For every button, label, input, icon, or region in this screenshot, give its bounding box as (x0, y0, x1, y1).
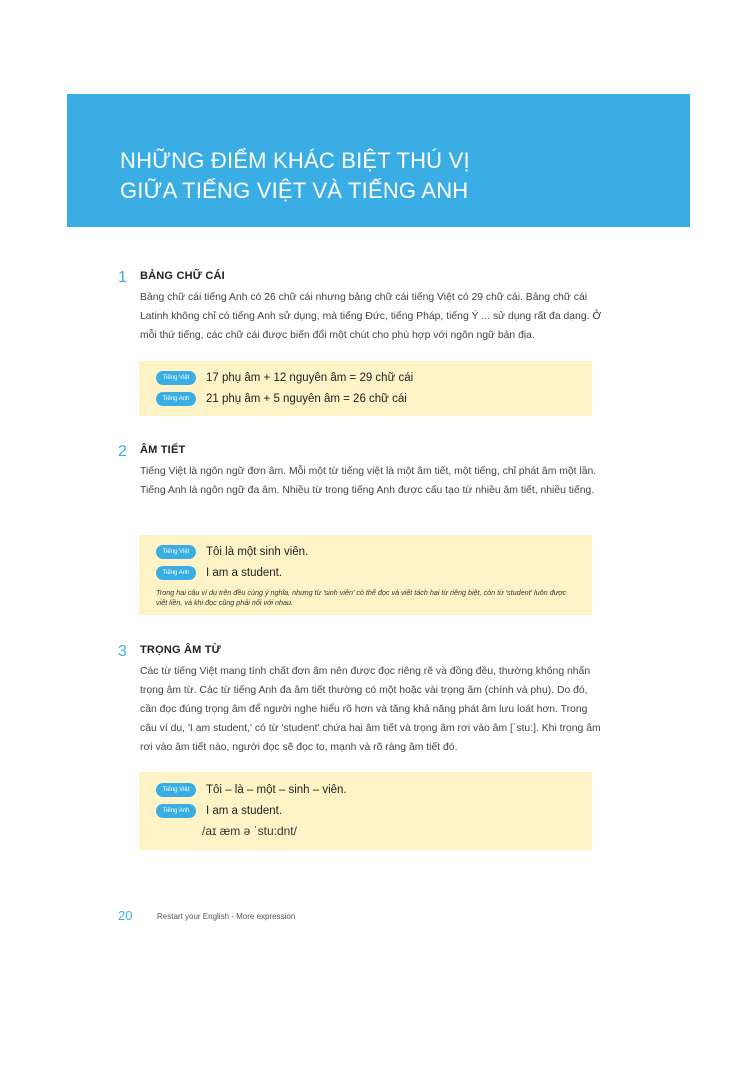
example-row-english (156, 391, 407, 407)
section-number: 1 (118, 269, 127, 286)
section-body: Tiếng Việt là ngôn ngữ đơn âm. Mỗi một từ tiếng việt là một âm tiết, một tiếng, chỉ phát âm một lần. Tiếng Anh là ngôn ngữ đa âm. Nhiều từ trong tiếng Anh được cấu tạo từ nhiều âm tiết, nhiều tiếng. (140, 466, 597, 496)
example-row-english (156, 803, 282, 819)
example-text: Tôi – là – một – sinh – viên. (206, 784, 347, 796)
running-footer: Restart your English - More expression (157, 912, 296, 921)
example-note: Trong hai câu ví dụ trên đều cùng ý nghĩa, nhưng từ 'sinh viên' có thể đọc và viết tách hai từ riêng biệt, còn từ 'student' luôn được viết liền, và khi đọc cũng phải nối với nhau. (156, 588, 567, 607)
section-title: BẢNG CHỮ CÁI (140, 270, 225, 282)
example-row-vietnamese (156, 370, 413, 386)
language-tag: Tiếng Việt (156, 783, 196, 797)
section-title: TRỌNG ÂM TỪ (140, 644, 221, 656)
language-tag: Tiếng Anh (156, 566, 196, 580)
page-title-line-1: NHỮNG ĐIỂM KHÁC BIỆT THÚ VỊ (120, 148, 470, 173)
language-tag: Tiếng Anh (156, 804, 196, 818)
title-banner (67, 94, 690, 227)
language-tag: Tiếng Anh (156, 392, 196, 406)
language-tag: Tiếng Việt (156, 371, 196, 385)
example-box-syllable (139, 535, 592, 615)
section-title: ÂM TIẾT (140, 444, 186, 456)
page-title (120, 146, 470, 206)
example-text: I am a student. (206, 805, 283, 817)
example-row-vietnamese (156, 544, 308, 560)
section-number: 3 (118, 643, 127, 660)
section-body: Bảng chữ cái tiếng Anh có 26 chữ cái nhưng bảng chữ cái tiếng Việt có 29 chữ cái. Bảng chữ cái Latinh không chỉ có tiếng Anh sử dụng, mà tiếng Đức, tiếng Pháp, tiếng Ý ... sử dụng rất đa dạng. Ở mỗi thứ tiếng, các chữ cái được biến đổi một chút cho phù hợp với ngôn ngữ bản địa. (140, 292, 602, 341)
example-row-vietnamese (156, 782, 347, 798)
example-text: 17 phụ âm + 12 nguyên âm = 29 chữ cái (206, 372, 414, 384)
ipa-transcription: /aɪ æm ə ˈstu:dnt/ (202, 824, 297, 838)
example-box-alphabet (139, 361, 592, 416)
example-text: Tôi là một sinh viên. (206, 546, 309, 558)
page-title-line-2: GIỮA TIẾNG VIỆT VÀ TIẾNG ANH (120, 178, 469, 203)
section-number: 2 (118, 443, 127, 460)
section-body: Các từ tiếng Việt mang tính chất đơn âm nên được đọc riêng rẽ và đồng đều, thường không nhấn trọng âm từ. Các từ tiếng Anh đa âm tiết thường có một hoặc vài trọng âm (chính và phụ). Do đó, cần đọc đúng trọng âm để người nghe hiểu rõ hơn và tăng khả năng phát âm lưu loát hơn. Trong câu ví dụ, 'I am student,' có từ 'student' chứa hai âm tiết và trọng âm rơi vào âm [ˈstu:]. Khi trọng âm rơi vào âm tiết nào, người đọc sẽ đọc to, mạnh và rõ ràng âm tiết đó. (140, 666, 601, 753)
example-box-word-stress (139, 772, 592, 850)
example-row-english (156, 565, 282, 581)
language-tag: Tiếng Việt (156, 545, 196, 559)
example-text: I am a student. (206, 567, 283, 579)
example-text: 21 phụ âm + 5 nguyên âm = 26 chữ cái (206, 393, 407, 405)
page-number: 20 (118, 908, 133, 923)
